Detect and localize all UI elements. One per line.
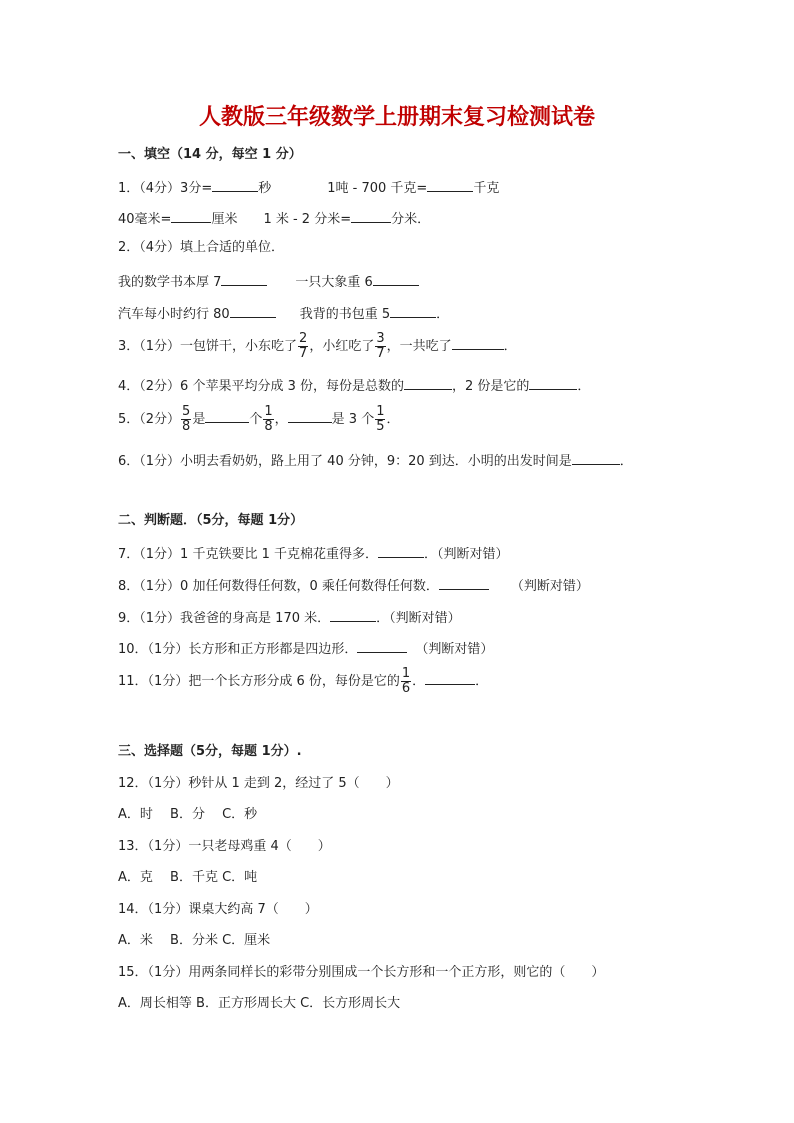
answer-blank[interactable] [357,638,407,653]
denominator: 8 [182,419,191,434]
question-4 [118,375,590,396]
question-2-row-2 [118,303,449,324]
q2-item-a: 我的数学书本厚 7 [118,275,222,290]
q11-period: ． [412,674,426,689]
question-13: 13．（1分）一只老母鸡重 4（ ） [118,839,331,854]
q3-period: ． [503,339,517,354]
question-14-options[interactable]: A．米 B．分米 C．厘米 [118,933,271,948]
answer-blank[interactable] [390,303,436,318]
fraction [263,405,273,434]
q7-text: 7．（1分）1 千克铁要比 1 千克棉花重得多． [118,547,378,562]
question-12-options[interactable]: A．时 B．分 C．秒 [118,807,258,822]
answer-blank[interactable] [221,271,267,286]
q5-period: ． [386,412,400,427]
q2-period: ． [436,307,450,322]
question-1-row-1 [118,177,499,198]
answer-blank[interactable] [351,208,391,223]
q1-text-c: 1吨 - 700 千克= [327,181,428,196]
question-6 [118,450,633,471]
fraction [298,332,308,361]
denominator: 6 [401,681,411,696]
question-7 [118,543,509,564]
q5-text-c: 个 [249,412,263,427]
section-2-header: 二、判断题．（5分，每题 1分） [118,513,304,528]
answer-blank[interactable] [404,375,452,390]
denominator: 5 [376,419,385,434]
q4-period: ． [577,379,591,394]
numerator: 1 [264,404,273,419]
answer-blank[interactable] [439,575,489,590]
question-8 [118,575,589,596]
question-9 [118,607,461,628]
q5-text-a: 5．（2分） [118,412,181,427]
question-1-row-2 [118,208,430,229]
q11-end: ． [475,674,489,689]
answer-blank[interactable] [212,177,258,192]
numerator: 5 [182,404,191,419]
q11-text: 11．（1分）把一个长方形分成 6 份，每份是它的 [118,674,400,689]
answer-blank[interactable] [205,408,249,423]
fraction [375,332,385,361]
fraction [375,405,385,434]
q4-text-a: 4．（2分）6 个苹果平均分成 3 份，每份是总数的 [118,379,404,394]
answer-blank[interactable] [425,670,475,685]
question-13-options[interactable]: A．克 B．千克 C．吨 [118,870,258,885]
q8-hint: （判断对错） [510,579,589,594]
question-14: 14．（1分）课桌大约高 7（ ） [118,902,318,917]
q9-hint: ．（判断对错） [376,611,461,626]
q2-item-b: 一只大象重 6 [295,275,373,290]
question-10 [118,638,493,659]
answer-blank[interactable] [288,408,332,423]
q10-text: 10．（1分）长方形和正方形都是四边形． [118,642,358,657]
page-title: 人教版三年级数学上册期末复习检测试卷 [198,105,595,130]
section-1-header: 一、填空（14 分，每空 1 分） [118,147,302,162]
q9-text: 9．（1分）我爸爸的身高是 170 米． [118,611,331,626]
fraction [181,405,191,434]
numerator: 1 [401,666,411,681]
answer-blank[interactable] [171,208,211,223]
question-5 [118,403,400,437]
question-15-options[interactable]: A．周长相等 B．正方形周长大 C．长方形周长大 [118,996,401,1011]
section-3-header: 三、选择题（5分，每题 1分）. [118,744,302,759]
q1-text-b: 秒 [258,181,272,196]
numerator: 1 [376,404,385,419]
question-3 [118,330,517,364]
q2-item-d: 我背的书包重 5 [299,307,391,322]
numerator: 3 [376,331,385,346]
question-11 [118,665,488,699]
q3-text-c: ，一共吃了 [386,339,452,354]
answer-blank[interactable] [378,543,424,558]
q8-text: 8．（1分）0 加任何数得任何数，0 乘任何数得任何数． [118,579,439,594]
answer-blank[interactable] [529,375,577,390]
answer-blank[interactable] [330,607,376,622]
q3-text-b: ，小红吃了 [309,339,375,354]
denominator: 8 [264,419,273,434]
q6-text-a: 6．（1分）小明去看奶奶，路上用了 40 分钟，9：20 到达．小明的出发时间是 [118,454,572,469]
q1-text-e: 40毫米= [118,212,172,227]
question-2-row-1 [118,271,419,292]
q1-text-f: 厘米 [211,212,238,227]
fraction [401,667,411,696]
q3-text-a: 3．（1分）一包饼干，小东吃了 [118,339,298,354]
answer-blank[interactable] [427,177,473,192]
answer-blank[interactable] [373,271,419,286]
question-12: 12．（1分）秒针从 1 走到 2，经过了 5（ ） [118,776,399,791]
q10-hint: （判断对错） [415,642,494,657]
answer-blank[interactable] [572,450,620,465]
q1-text-h: 分米． [391,212,431,227]
question-2: 2．（4分）填上合适的单位． [118,240,285,255]
q1-text-g: 1 米 - 2 分米= [263,212,352,227]
q5-text-d: ， [274,412,288,427]
q4-text-b: ，2 份是它的 [451,379,530,394]
question-15: 15．（1分）用两条同样长的彩带分别围成一个长方形和一个正方形，则它的（ ） [118,965,605,980]
q7-hint: ．（判断对错） [423,547,509,562]
denominator: 7 [299,346,308,361]
denominator: 7 [376,346,385,361]
q2-item-c: 汽车每小时约行 80 [118,307,230,322]
q5-text-e: 是 3 个 [331,412,375,427]
q1-text-a: 1．（4分）3分= [118,181,213,196]
answer-blank[interactable] [452,335,504,350]
answer-blank[interactable] [230,303,276,318]
q5-text-b: 是 [192,412,206,427]
numerator: 2 [299,331,308,346]
q1-text-d: 千克 [473,181,500,196]
q6-period: ． [619,454,633,469]
